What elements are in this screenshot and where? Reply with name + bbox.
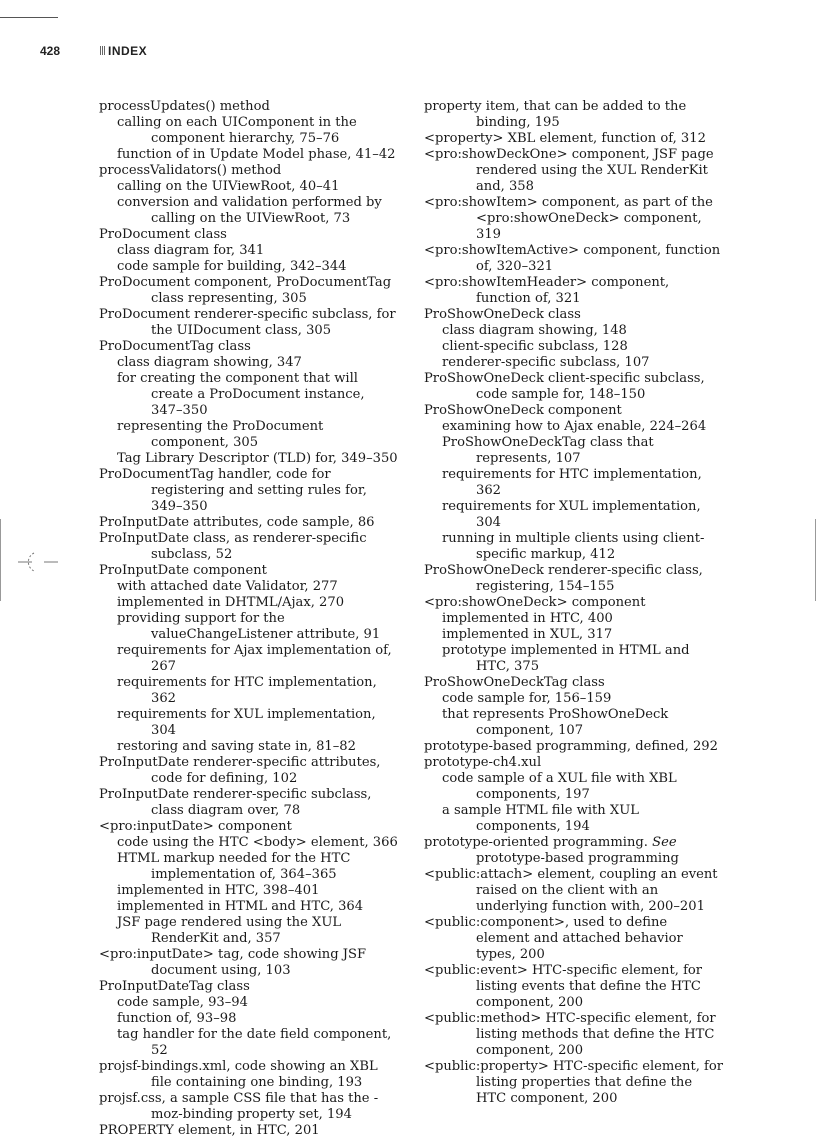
- index-entry-text: running in multiple clients using client-specific markup, 412: [442, 531, 705, 562]
- index-entry-text: code sample for, 156–159: [442, 691, 612, 706]
- index-entry-text: prototype-oriented programming.: [424, 835, 653, 850]
- index-entry-text: property item, that can be added to the binding, 195: [424, 99, 687, 130]
- top-rule: [0, 17, 58, 18]
- index-entry: [99, 99, 399, 115]
- index-entry: [424, 595, 724, 611]
- page-number: 428: [40, 44, 61, 58]
- index-entry-text: requirements for Ajax implementation of, 267: [117, 643, 392, 674]
- index-subentry: [99, 1011, 399, 1027]
- index-entry-text: client-specific subclass, 128: [442, 339, 628, 354]
- index-subentry: [424, 419, 724, 435]
- index-subentry: [99, 915, 399, 947]
- index-subentry: [99, 883, 399, 899]
- index-entry-text: <pro:inputDate> tag, code showing JSF document using, 103: [99, 947, 367, 978]
- see-reference: See: [652, 835, 677, 850]
- index-subentry: [99, 115, 399, 147]
- index-entry: [99, 819, 399, 835]
- index-subentry: [424, 531, 724, 563]
- index-subentry: [99, 739, 399, 755]
- index-entry-text: that represents ProShowOneDeck component, 107: [442, 707, 669, 738]
- index-entry-text: with attached date Validator, 277: [117, 579, 338, 594]
- index-entry-text: class diagram showing, 347: [117, 355, 302, 370]
- index-entry-text: implemented in HTC, 398–401: [117, 883, 320, 898]
- index-subentry: [424, 707, 724, 739]
- index-subentry: [99, 1027, 399, 1059]
- index-subentry: [99, 707, 399, 739]
- index-entry-text: projsf.css, a sample CSS file that has the -moz-binding property set, 194: [99, 1091, 379, 1122]
- index-entry: [424, 307, 724, 323]
- index-entry: [99, 467, 399, 515]
- index-subentry: [99, 675, 399, 707]
- index-subentry: [424, 691, 724, 707]
- index-entry-text: requirements for XUL implementation, 304: [442, 499, 701, 530]
- index-entry-text: ProShowOneDeck renderer-specific class, registering, 154–155: [424, 563, 703, 594]
- index-entry-text: requirements for XUL implementation, 304: [117, 707, 376, 738]
- index-subentry: [424, 499, 724, 531]
- index-entry-text: conversion and validation performed by calling on the UIViewRoot, 73: [117, 195, 382, 226]
- index-entry-text: ProInputDate renderer-specific subclass, class diagram over, 78: [99, 787, 372, 818]
- index-subentry: [99, 579, 399, 595]
- index-subentry: [424, 339, 724, 355]
- index-entry: [424, 563, 724, 595]
- index-entry-text: <public:method> HTC-specific element, for listing methods that define the HTC component, 200: [424, 1011, 716, 1058]
- index-column-left: [99, 99, 399, 1139]
- index-entry: [424, 131, 724, 147]
- index-subentry: [424, 627, 724, 643]
- index-entry: [424, 275, 724, 307]
- index-entry-text: class diagram showing, 148: [442, 323, 627, 338]
- section-marker-icon: [100, 46, 105, 55]
- index-subentry: [424, 803, 724, 835]
- index-entry: [424, 867, 724, 915]
- index-subentry: [99, 595, 399, 611]
- index-entry-text: ProShowOneDeck class: [424, 307, 581, 322]
- index-entry: [424, 915, 724, 963]
- index-entry-text: a sample HTML file with XUL components, 194: [442, 803, 639, 834]
- index-entry-text: <public:event> HTC-specific element, for listing events that define the HTC component, 200: [424, 963, 703, 1010]
- index-entry-text: implemented in HTML and HTC, 364: [117, 899, 364, 914]
- index-entry-text: ProInputDate component: [99, 563, 267, 578]
- index-entry: [99, 563, 399, 579]
- index-entry-text: class diagram for, 341: [117, 243, 265, 258]
- index-entry-text: <public:property> HTC-specific element, for listing properties that define the HTC component, 200: [424, 1059, 724, 1106]
- index-entry-text: ProShowOneDeckTag class that represents, 107: [442, 435, 654, 466]
- index-entry: [99, 531, 399, 563]
- index-entry-text: <pro:showItemActive> component, function of, 320–321: [424, 243, 721, 274]
- index-entry: [99, 979, 399, 995]
- section-label: INDEX: [108, 44, 148, 58]
- index-entry: [424, 147, 724, 195]
- index-subentry: [424, 467, 724, 499]
- index-subentry: [99, 147, 399, 163]
- index-subentry: [99, 243, 399, 259]
- index-entry-text: Tag Library Descriptor (TLD) for, 349–350: [117, 451, 398, 466]
- index-entry-text: processValidators() method: [99, 163, 282, 178]
- index-entry-text: ProDocument class: [99, 227, 227, 242]
- index-entry: [424, 963, 724, 1011]
- index-subentry: [99, 451, 399, 467]
- index-entry-text: ProDocumentTag class: [99, 339, 251, 354]
- index-entry-text: <pro:showDeckOne> component, JSF page rendered using the XUL RenderKit and, 358: [424, 147, 714, 194]
- index-entry-text: <pro:inputDate> component: [99, 819, 292, 834]
- index-subentry: [424, 771, 724, 803]
- index-entry-text: calling on each UIComponent in the component hierarchy, 75–76: [117, 115, 357, 146]
- index-subentry: [99, 995, 399, 1011]
- index-entry-text: ProShowOneDeck component: [424, 403, 622, 418]
- index-entry-text: <public:component>, used to define element and attached behavior types, 200: [424, 915, 683, 962]
- index-entry-text: ProInputDate class, as renderer-specific subclass, 52: [99, 531, 367, 562]
- index-entry: [424, 371, 724, 403]
- index-subentry: [99, 371, 399, 419]
- index-subentry: [424, 435, 724, 467]
- index-subentry: [99, 899, 399, 915]
- index-subentry: [424, 611, 724, 627]
- index-entry-text: ProShowOneDeck client-specific subclass, code sample for, 148–150: [424, 371, 705, 402]
- index-entry-text: prototype-based programming, defined, 292: [424, 739, 718, 754]
- index-entry-text: <pro:showItem> component, as part of the <pro:showOneDeck> component, 319: [424, 195, 713, 242]
- index-entry-text: ProDocument component, ProDocumentTag class representing, 305: [99, 275, 392, 306]
- index-entry: [424, 243, 724, 275]
- index-subentry: [99, 419, 399, 451]
- index-entry: [424, 835, 724, 867]
- index-entry: [424, 1011, 724, 1059]
- index-entry-text: code sample for building, 342–344: [117, 259, 347, 274]
- index-entry-text: ProDocument renderer-specific subclass, for the UIDocument class, 305: [99, 307, 396, 338]
- index-entry-text: <property> XBL element, function of, 312: [424, 131, 706, 146]
- see-target: prototype-based programming: [476, 851, 679, 866]
- index-entry-text: ProInputDate attributes, code sample, 86: [99, 515, 375, 530]
- crop-mark-left: [0, 519, 1, 601]
- index-entry: [99, 1059, 399, 1091]
- index-entry: [424, 99, 724, 131]
- index-entry-text: JSF page rendered using the XUL RenderKit and, 357: [117, 915, 342, 946]
- index-column-right: [424, 99, 724, 1107]
- index-entry: [424, 1059, 724, 1107]
- index-entry-text: implemented in XUL, 317: [442, 627, 613, 642]
- index-entry-text: <pro:showItemHeader> component, function of, 321: [424, 275, 670, 306]
- index-entry: [99, 275, 399, 307]
- index-entry: [99, 787, 399, 819]
- index-entry-text: code using the HTC <body> element, 366: [117, 835, 398, 850]
- index-entry: [424, 755, 724, 771]
- index-entry-text: prototype implemented in HTML and HTC, 375: [442, 643, 690, 674]
- index-entry: [99, 339, 399, 355]
- index-entry: [424, 739, 724, 755]
- index-entry-text: requirements for HTC implementation, 362: [117, 675, 377, 706]
- index-entry-text: providing support for the valueChangeListener attribute, 91: [117, 611, 381, 642]
- index-subentry: [99, 643, 399, 675]
- index-entry: [424, 675, 724, 691]
- index-entry-text: calling on the UIViewRoot, 40–41: [117, 179, 340, 194]
- index-entry-text: examining how to Ajax enable, 224–264: [442, 419, 707, 434]
- index-entry-text: representing the ProDocument component, 305: [117, 419, 324, 450]
- index-entry: [424, 195, 724, 243]
- index-subentry: [99, 835, 399, 851]
- index-entry-text: projsf-bindings.xml, code showing an XBL file containing one binding, 193: [99, 1059, 378, 1090]
- index-entry-text: ProInputDate renderer-specific attributes, code for defining, 102: [99, 755, 381, 786]
- index-entry-text: requirements for HTC implementation, 362: [442, 467, 702, 498]
- index-entry-text: prototype-ch4.xul: [424, 755, 542, 770]
- index-subentry: [424, 643, 724, 675]
- index-entry-text: renderer-specific subclass, 107: [442, 355, 650, 370]
- index-entry-text: function of in Update Model phase, 41–42: [117, 147, 396, 162]
- index-entry-text: <public:attach> element, coupling an event raised on the client with an underlying function with, 200–201: [424, 867, 718, 914]
- index-entry: [99, 755, 399, 787]
- index-entry: [99, 227, 399, 243]
- index-subentry: [99, 195, 399, 227]
- index-subentry: [99, 179, 399, 195]
- index-entry: [99, 307, 399, 339]
- index-entry-text: implemented in HTC, 400: [442, 611, 613, 626]
- index-entry: [99, 1091, 399, 1123]
- index-entry: [99, 1123, 399, 1139]
- index-entry-text: ProDocumentTag handler, code for registering and setting rules for, 349–350: [99, 467, 367, 514]
- index-entry-text: code sample, 93–94: [117, 995, 248, 1010]
- index-subentry: [99, 851, 399, 883]
- index-subentry: [99, 259, 399, 275]
- index-entry-text: for creating the component that will create a ProDocument instance, 347–350: [117, 371, 365, 418]
- index-entry: [99, 163, 399, 179]
- index-entry-text: restoring and saving state in, 81–82: [117, 739, 356, 754]
- index-entry-text: HTML markup needed for the HTC implementation of, 364–365: [117, 851, 351, 882]
- index-entry-text: PROPERTY element, in HTC, 201: [99, 1123, 320, 1138]
- index-subentry: [424, 355, 724, 371]
- index-entry: [99, 947, 399, 979]
- index-entry: [99, 515, 399, 531]
- index-subentry: [99, 355, 399, 371]
- index-entry-text: implemented in DHTML/Ajax, 270: [117, 595, 345, 610]
- index-entry-text: tag handler for the date field component, 52: [117, 1027, 392, 1058]
- registration-mark-icon: [18, 549, 58, 575]
- index-entry-text: <pro:showOneDeck> component: [424, 595, 646, 610]
- index-entry-text: ProShowOneDeckTag class: [424, 675, 605, 690]
- index-entry-text: processUpdates() method: [99, 99, 270, 114]
- index-entry-text: code sample of a XUL file with XBL components, 197: [442, 771, 677, 802]
- index-subentry: [424, 323, 724, 339]
- index-entry-text: function of, 93–98: [117, 1011, 237, 1026]
- index-entry: [424, 403, 724, 419]
- index-entry-text: ProInputDateTag class: [99, 979, 250, 994]
- index-subentry: [99, 611, 399, 643]
- section-title: [100, 44, 147, 58]
